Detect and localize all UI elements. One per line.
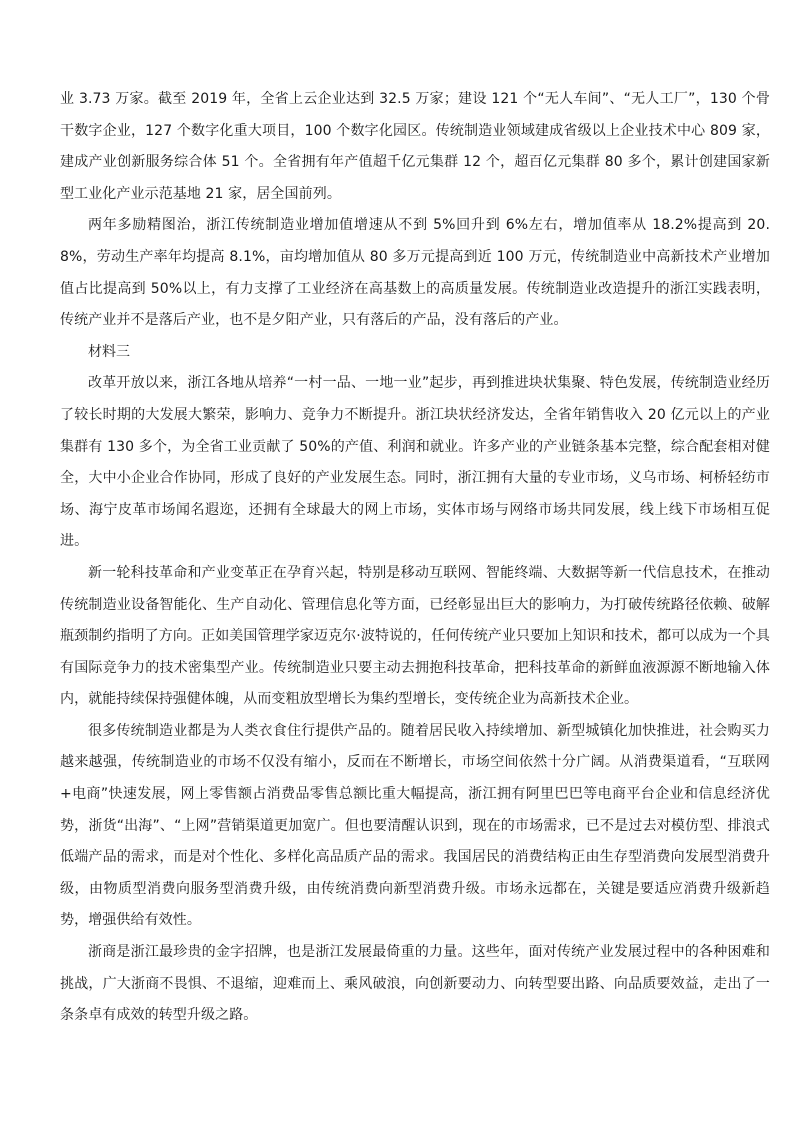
document-page bbox=[60, 84, 770, 1032]
section-heading-material-three: 材料三 bbox=[88, 343, 130, 360]
paragraph-reform-history: 改革开放以来，浙江各地从培养“一村一品、一地一业”起步，再到推进块状集聚、特色发展，传统制造业经历了较长时期的大发展大繁荣，影响力、竞争力不断提升。浙江块状经济发达，全省年销售收入 20 亿元以上的产业集群有 130 多个，为全省工业贡献了 50%的产值、利润和就业。许多产业的产业链条基本完整，综合配套相对健全，大中小企业合作协同，形成了良好的产业发展生态。同时，浙江拥有大量的专业市场，义乌市场、柯桥轻纺市场、海宁皮革市场闻名遐迩，还拥有全球最大的网上市场，实体市场与网络市场共同发展，线上线下市场相互促进。 bbox=[60, 375, 770, 550]
paragraph-growth-stats: 两年多励精图治，浙江传统制造业增加值增速从不到 5%回升到 6%左右，增加值率从 18.2%提高到 20.8%，劳动生产率年均提高 8.1%，亩均增加值从 80 多万元提高到近 100 万元，传统制造业中高新技术产业增加值占比提高到 50%以上，有力支撑了工业经济在高基数上的高质量发展。传统制造业改造提升的浙江实践表明，传统产业并不是落后产业，也不是夕阳产业，只有落后的产品，没有落后的产业。 bbox=[60, 217, 770, 329]
paragraph-zhejiang-merchants: 浙商是浙江最珍贵的金字招牌，也是浙江发展最倚重的力量。这些年，面对传统产业发展过程中的各种困难和挑战，广大浙商不畏惧、不退缩，迎难而上、乘风破浪，向创新要动力、向转型要出路、向品质要效益，走出了一条条卓有成效的转型升级之路。 bbox=[60, 944, 770, 1024]
paragraph-consumer-market: 很多传统制造业都是为人类衣食住行提供产品的。随着居民收入持续增加、新型城镇化加快推进，社会购买力越来越强，传统制造业的市场不仅没有缩小，反而在不断增长，市场空间依然十分广阔。从消费渠道看，“互联网+电商”快速发展，网上零售额占消费品零售总额比重大幅提高，浙江拥有阿里巴巴等电商平台企业和信息经济优势，浙货“出海”、“上网”营销渠道更加宽广。但也要清醒认识到，现在的市场需求，已不是过去对模仿型、排浪式低端产品的需求，而是对个性化、多样化高品质产品的需求。我国居民的消费结构正由生存型消费向发展型消费升级，由物质型消费向服务型消费升级，由传统消费向新型消费升级。市场永远都在，关键是要适应消费升级新趋势，增强供给有效性。 bbox=[60, 722, 770, 929]
paragraph-tech-revolution: 新一轮科技革命和产业变革正在孕育兴起，特别是移动互联网、智能终端、大数据等新一代信息技术，在推动传统制造业设备智能化、生产自动化、管理信息化等方面，已经彰显出巨大的影响力，为打破传统路径依赖、破解瓶颈制约指明了方向。正如美国管理学家迈克尔·波特说的，任何传统产业只要加上知识和技术，都可以成为一个具有国际竞争力的技术密集型产业。传统制造业只要主动去拥抱科技革命，把科技革命的新鲜血液源源不断地输入体内，就能持续保持强健体魄，从而变粗放型增长为集约型增长，变传统企业为高新技术企业。 bbox=[60, 564, 770, 708]
paragraph-continued: 业 3.73 万家。截至 2019 年，全省上云企业达到 32.5 万家；建设 121 个“无人车间”、“无人工厂”，130 个骨干数字企业，127 个数字化重大项目，100 个数字化园区。传统制造业领域建成省级以上企业技术中心 809 家，建成产业创新服务综合体 51 个。全省拥有年产值超千亿元集群 12 个，超百亿元集群 80 多个，累计创建国家新型工业化产业示范基地 21 家，居全国前列。 bbox=[60, 91, 770, 202]
